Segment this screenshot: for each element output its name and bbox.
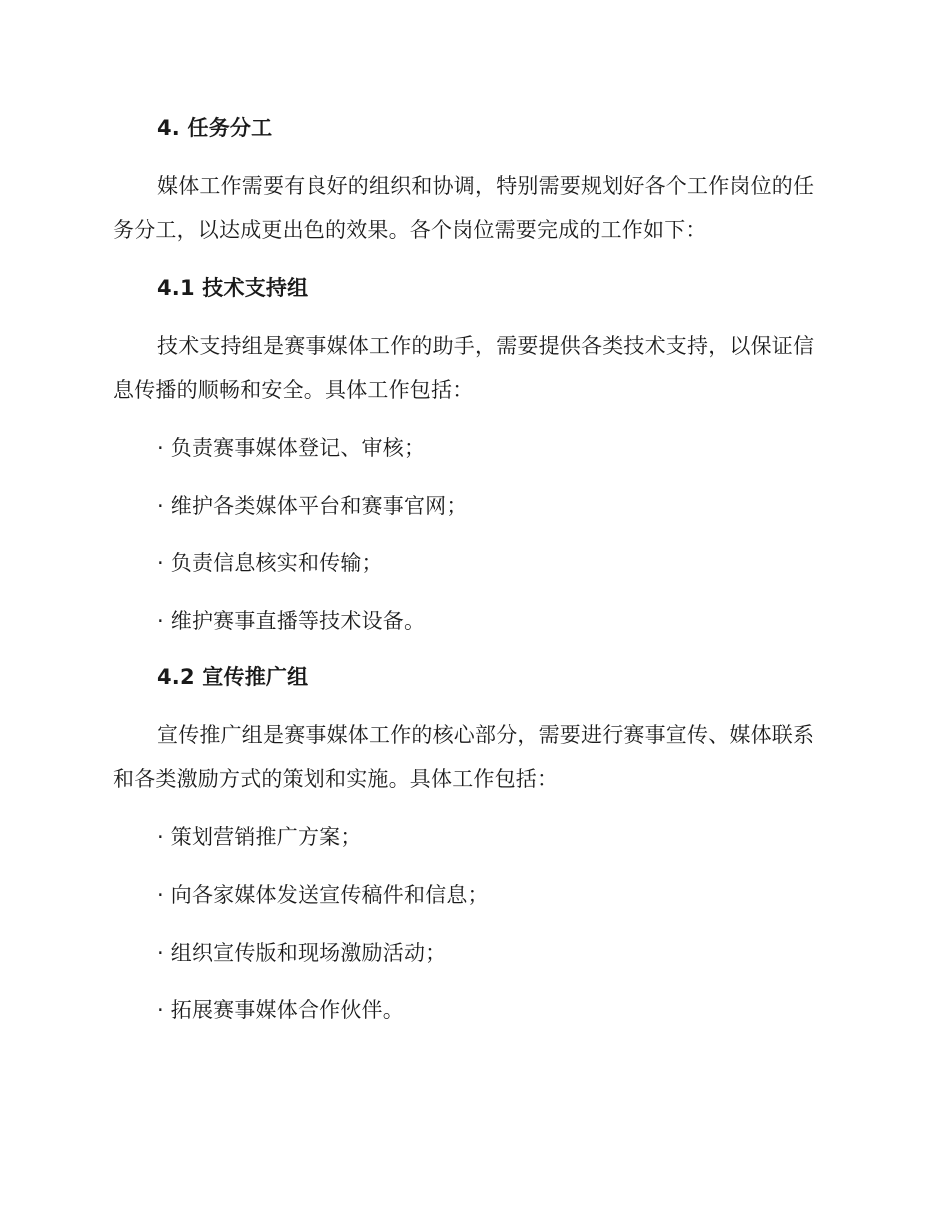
section-4-2-intro-line-2: 和各类激励方式的策划和实施。具体工作包括： xyxy=(113,767,559,791)
section-4-2-heading: 4.2 宣传推广组 xyxy=(157,665,309,689)
section-4-1-intro-line-1: 技术支持组是赛事媒体工作的助手，需要提供各类技术支持，以保证信 xyxy=(157,334,815,358)
list-item: · 维护赛事直播等技术设备。 xyxy=(157,609,426,633)
list-item: · 策划营销推广方案； xyxy=(157,825,362,849)
section-4-intro-line-1: 媒体工作需要有良好的组织和协调，特别需要规划好各个工作岗位的任 xyxy=(157,174,815,198)
list-item: · 组织宣传版和现场激励活动； xyxy=(157,941,447,965)
list-item: · 负责信息核实和传输； xyxy=(157,551,383,575)
list-item: · 负责赛事媒体登记、审核； xyxy=(157,436,426,460)
section-4-1-intro-line-2: 息传播的顺畅和安全。具体工作包括： xyxy=(113,378,474,402)
list-item: · 维护各类媒体平台和赛事官网； xyxy=(157,494,468,518)
section-4-1-heading: 4.1 技术支持组 xyxy=(157,276,309,300)
section-4-heading: 4. 任务分工 xyxy=(157,116,273,140)
section-4-intro-line-2: 务分工，以达成更出色的效果。各个岗位需要完成的工作如下： xyxy=(113,218,707,242)
list-item: · 拓展赛事媒体合作伙伴。 xyxy=(157,998,404,1022)
list-item: · 向各家媒体发送宣传稿件和信息； xyxy=(157,883,489,907)
section-4-2-intro-line-1: 宣传推广组是赛事媒体工作的核心部分，需要进行赛事宣传、媒体联系 xyxy=(157,723,815,747)
